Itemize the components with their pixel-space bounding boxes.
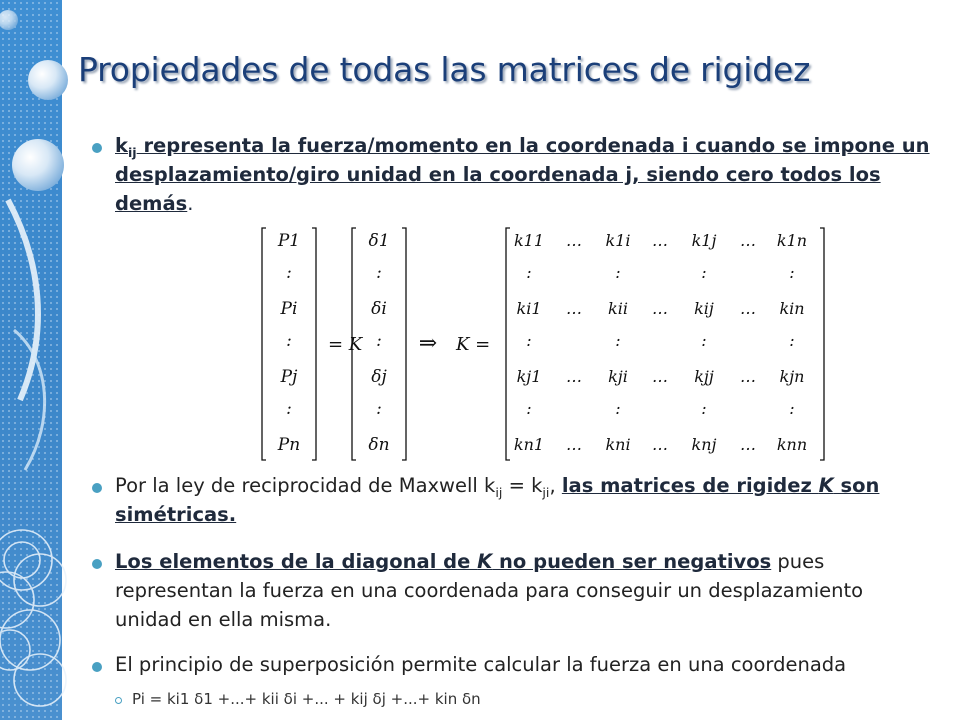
matrix-entry: : — [789, 331, 795, 350]
vector-p-entry: P1 — [277, 231, 301, 251]
matrix-entry: : — [701, 263, 707, 282]
matrix-entry: : — [615, 399, 621, 418]
equals-k: = k — [502, 474, 543, 497]
vector-delta-entry: : — [376, 263, 382, 283]
vector-p-entry: Pn — [277, 435, 301, 455]
period: . — [187, 192, 194, 215]
bullet-diagonal — [115, 547, 933, 634]
matrix-entry: k1n — [776, 231, 808, 250]
vector-p-right-bracket — [312, 228, 316, 460]
matrix-entry: : — [526, 399, 532, 418]
k-equals: K = — [456, 334, 491, 355]
vector-delta-entry: δn — [368, 435, 390, 455]
matrix-entry: k11 — [513, 231, 545, 250]
comma: , — [549, 474, 562, 497]
matrix-entry: : — [615, 331, 621, 350]
matrix-entry: kij — [694, 299, 714, 318]
bullet-marker — [92, 143, 102, 153]
matrix-entry: … — [652, 299, 668, 318]
symmetric-text-b: son simétricas. — [115, 474, 880, 526]
matrix-entry: kii — [608, 299, 628, 318]
vector-p-entry: : — [286, 263, 292, 283]
matrix-entry: ki1 — [516, 299, 542, 318]
subscript-ji: ji — [542, 484, 550, 500]
bullet-marker — [92, 662, 102, 672]
matrix-entry: … — [740, 299, 756, 318]
matrix-entry: … — [566, 435, 582, 454]
matrix-entry: : — [789, 263, 795, 282]
diagonal-explanation: pues representan la fuerza en una coordenada para conseguir un desplazamiento unidad en ella misma. — [115, 550, 864, 631]
vector-delta-entry: : — [376, 331, 382, 351]
vector-delta-right-bracket — [402, 228, 406, 460]
vector-p-entry: Pi — [280, 299, 298, 319]
vector-delta-entry: δ1 — [368, 231, 390, 251]
matrix-entry: : — [615, 263, 621, 282]
vector-p-entry: : — [286, 331, 292, 351]
matrix-entry: kjj — [694, 367, 714, 386]
matrix-entry: … — [740, 367, 756, 386]
matrix-entry: : — [526, 263, 532, 282]
matrix-entry: … — [652, 231, 668, 250]
matrix-entry: : — [701, 399, 707, 418]
vector-delta-entry: : — [376, 399, 382, 419]
vector-delta-entry: δi — [371, 299, 387, 319]
maxwell-text: Por la ley de reciprocidad de Maxwell k — [115, 474, 496, 497]
matrix-entry: … — [652, 435, 668, 454]
matrix-right-bracket — [820, 228, 824, 460]
matrix-entry: knj — [691, 435, 717, 454]
stiffness-matrix-equation — [256, 222, 836, 472]
matrix-entry: kin — [779, 299, 805, 318]
sub-bullet-marker — [115, 697, 122, 704]
vector-p-left-bracket — [262, 228, 266, 460]
matrix-entry: … — [652, 367, 668, 386]
matrix-entry: … — [740, 231, 756, 250]
bullet-marker — [92, 559, 102, 569]
matrix-entry: … — [566, 299, 582, 318]
matrix-entry: : — [789, 399, 795, 418]
matrix-entry: kn1 — [513, 435, 545, 454]
kij-symbol — [115, 134, 137, 160]
symmetric-text-a: las matrices de rigidez — [561, 474, 819, 497]
matrix-entry: : — [526, 331, 532, 350]
matrix-entry: kjn — [779, 367, 805, 386]
matrix-entry: k1j — [691, 231, 717, 250]
matrix-entry: kji — [608, 367, 628, 386]
matrix-entry: : — [701, 331, 707, 350]
vector-p-entry: Pj — [280, 367, 298, 387]
matrix-left-bracket — [506, 228, 510, 460]
matrix-entry: kni — [605, 435, 631, 454]
bullet-superposition: El principio de superposición permite calcular la fuerza en una coordenada — [115, 653, 847, 676]
bullet-kij-definition — [115, 131, 933, 218]
superposition-formula: Pi = ki1 δ1 +...+ kii δi +... + kij δj +...+ kin δn — [132, 690, 481, 708]
matrix-entry: … — [566, 367, 582, 386]
definition-text: representa la fuerza/momento en la coordenada i cuando se impone un desplazamiento/giro unidad en la coordenada j, siendo cero todos los demás — [115, 134, 930, 215]
k-letter: k — [115, 134, 128, 157]
matrix-entry: … — [566, 231, 582, 250]
vector-p-entry: : — [286, 399, 292, 419]
implies-arrow: ⇒ — [418, 331, 438, 356]
diagonal-statement — [115, 550, 771, 573]
diagonal-text-b: no pueden ser negativos — [492, 550, 772, 573]
matrix-entry: k1i — [605, 231, 631, 250]
bullet-maxwell — [115, 471, 933, 529]
subscript-ij: ij — [127, 144, 137, 160]
slide-title: Propiedades de todas las matrices de rigidez — [78, 50, 811, 89]
bullet-marker — [92, 483, 102, 493]
subscript-ij: ij — [495, 484, 503, 500]
vector-delta-entry: δj — [371, 367, 387, 387]
matrix-k: K — [818, 474, 834, 497]
matrix-entry: knn — [776, 435, 808, 454]
diagonal-text-a: Los elementos de la diagonal de — [115, 550, 478, 573]
matrix-k: K — [477, 550, 493, 573]
matrix-entry: … — [740, 435, 756, 454]
matrix-entry: kj1 — [516, 367, 542, 386]
equals-k: = K — [328, 334, 363, 355]
